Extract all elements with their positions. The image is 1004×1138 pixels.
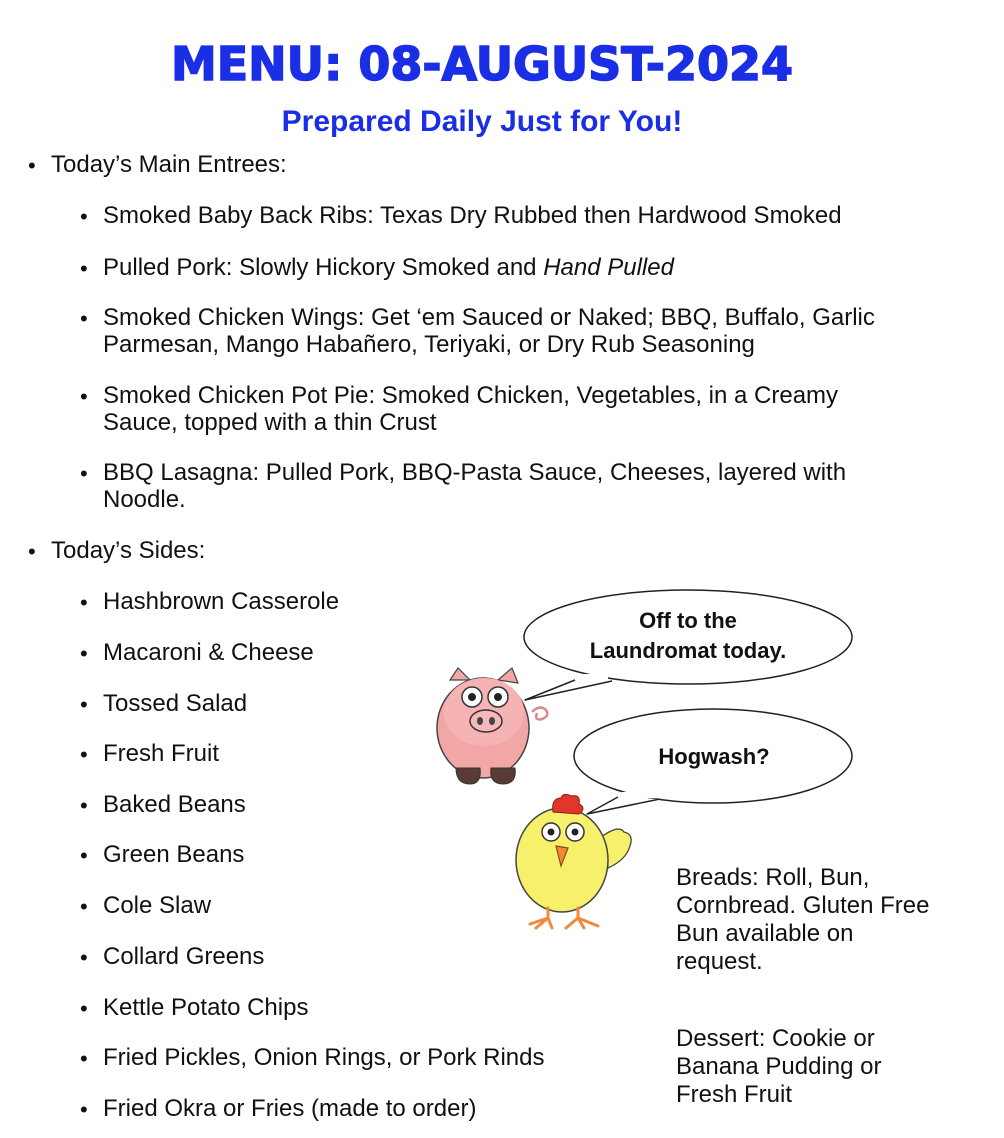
breads-note: [676, 864, 929, 976]
breads-line: Bun available on: [676, 920, 854, 947]
dessert-note: [676, 1025, 882, 1109]
bullet: •: [80, 996, 88, 1021]
side-item: Fresh Fruit: [103, 740, 220, 767]
bullet: •: [80, 641, 88, 666]
side-item: Fried Okra or Fries (made to order): [103, 1095, 477, 1122]
pig-speech-line: Laundromat today.: [589, 638, 787, 663]
entree-text: Smoked Chicken Pot Pie: Smoked Chicken, Vegetables, in a Creamy: [103, 382, 839, 409]
side-item: Kettle Potato Chips: [103, 994, 309, 1021]
entree-text: Parmesan, Mango Habañero, Teriyaki, or Dry Rub Seasoning: [103, 331, 755, 358]
side-item: Tossed Salad: [103, 690, 248, 717]
entree-text-plain: Pulled Pork: Slowly Hickory Smoked and: [103, 254, 544, 281]
dessert-line: Banana Pudding or: [676, 1053, 882, 1080]
bullet: •: [80, 894, 88, 919]
bullet: •: [80, 1097, 88, 1122]
entree-text: Smoked Baby Back Ribs: Texas Dry Rubbed then Hardwood Smoked: [103, 202, 842, 229]
bullet: •: [80, 384, 88, 409]
side-item: Green Beans: [103, 841, 245, 868]
sides-heading: Today’s Sides:: [51, 537, 206, 564]
side-item: Hashbrown Casserole: [103, 588, 340, 615]
pig-speech-line: Off to the: [639, 608, 737, 633]
side-item: Cole Slaw: [103, 892, 212, 919]
dessert-line: Dessert: Cookie or: [676, 1025, 875, 1052]
side-item: Collard Greens: [103, 943, 265, 970]
breads-line: request.: [676, 948, 763, 975]
bullet: •: [80, 692, 88, 717]
bullet: •: [80, 256, 88, 281]
entree-text: Sauce, topped with a thin Crust: [103, 409, 437, 436]
bullet: •: [28, 539, 36, 564]
chicken-speech-text: Hogwash?: [658, 744, 770, 769]
entree-text: BBQ Lasagna: Pulled Pork, BBQ-Pasta Sauce, Cheeses, layered with: [103, 459, 847, 486]
dessert-line: Fresh Fruit: [676, 1081, 793, 1108]
chicken-icon: [516, 794, 631, 928]
bullet: •: [80, 461, 88, 486]
side-item: Macaroni & Cheese: [103, 639, 314, 666]
side-item: Baked Beans: [103, 791, 246, 818]
pig-speech-text: [568, 606, 808, 666]
breads-line: Cornbread. Gluten Free: [676, 892, 930, 919]
bullet: •: [80, 204, 88, 229]
bullet: •: [80, 306, 88, 331]
bullet: •: [80, 1046, 88, 1071]
page-title: MENU: 08-AUGUST-2024: [170, 37, 794, 91]
breads-line: Breads: Roll, Bun,: [676, 864, 870, 891]
side-item: Fried Pickles, Onion Rings, or Pork Rinds: [103, 1044, 545, 1071]
page-subtitle: Prepared Daily Just for You!: [281, 105, 683, 138]
bullet: •: [80, 843, 88, 868]
pig-icon: [437, 668, 547, 784]
bullet: •: [80, 945, 88, 970]
entrees-heading: Today’s Main Entrees:: [51, 151, 287, 178]
bullet: •: [80, 742, 88, 767]
entree-text-italic: Hand Pulled: [543, 254, 674, 281]
bullet: •: [80, 590, 88, 615]
bullet: •: [28, 153, 36, 178]
entree-text: Smoked Chicken Wings: Get ‘em Sauced or Naked; BBQ, Buffalo, Garlic: [103, 304, 875, 331]
entree-text: Noodle.: [103, 486, 186, 513]
bullet: •: [80, 793, 88, 818]
